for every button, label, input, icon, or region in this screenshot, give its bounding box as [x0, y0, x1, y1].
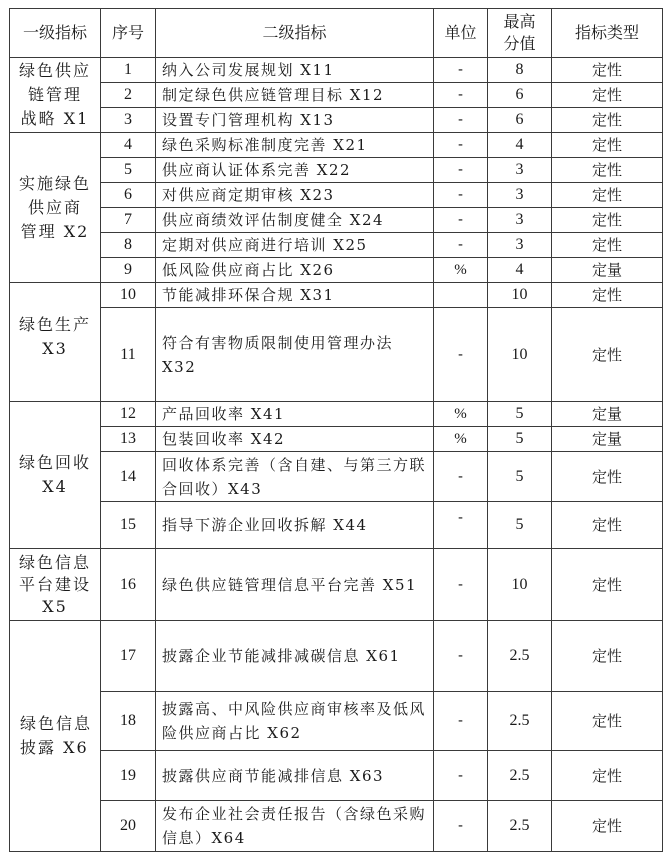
row-max: 5	[488, 402, 552, 427]
row-seq: 11	[101, 308, 156, 402]
row-type: 定性	[552, 58, 663, 83]
table-row	[10, 83, 663, 108]
row-type: 定性	[552, 183, 663, 208]
row-max: 3	[488, 208, 552, 233]
header-max-score	[488, 9, 552, 58]
row-max: 8	[488, 58, 552, 83]
row-indicator: 符合有害物质限制使用管理办法 X32	[156, 308, 434, 402]
row-seq: 10	[101, 283, 156, 308]
row-indicator: 包装回收率 X42	[156, 427, 434, 452]
row-unit: -	[434, 621, 488, 692]
header-level2: 二级指标	[156, 9, 434, 58]
row-indicator: 定期对供应商进行培训 X25	[156, 233, 434, 258]
row-indicator: 回收体系完善（含自建、与第三方联合回收）X43	[156, 452, 434, 502]
row-max: 2.5	[488, 801, 552, 852]
row-type: 定性	[552, 308, 663, 402]
row-indicator: 披露高、中风险供应商审核率及低风险供应商占比 X62	[156, 692, 434, 751]
row-unit: -	[434, 233, 488, 258]
row-indicator: 指导下游企业回收拆解 X44	[156, 502, 434, 549]
header-unit: 单位	[434, 9, 488, 58]
row-max: 10	[488, 283, 552, 308]
row-seq: 17	[101, 621, 156, 692]
row-unit: -	[434, 751, 488, 801]
group-x1-line3: 战略 X1	[20, 109, 90, 128]
table-row	[10, 621, 663, 692]
row-max: 10	[488, 308, 552, 402]
table-row	[10, 58, 663, 83]
row-max: 4	[488, 133, 552, 158]
row-indicator: 设置专门管理机构 X13	[156, 108, 434, 133]
row-type: 定量	[552, 427, 663, 452]
row-indicator: 对供应商定期审核 X23	[156, 183, 434, 208]
row-unit: -	[434, 108, 488, 133]
row-type: 定量	[552, 258, 663, 283]
group-x4-line1: 绿色回收	[18, 453, 91, 472]
row-unit: -	[434, 158, 488, 183]
group-x4	[10, 402, 101, 549]
group-x3-line2: X3	[42, 339, 68, 358]
group-x2-line2: 供应商	[27, 197, 82, 217]
table-row	[10, 801, 663, 852]
row-seq: 2	[101, 83, 156, 108]
header-max-score-line1: 最高	[503, 12, 536, 31]
header-max-score-line2: 分值	[503, 34, 536, 53]
row-type: 定性	[552, 692, 663, 751]
row-type: 定性	[552, 801, 663, 852]
row-unit: -	[434, 83, 488, 108]
header-type: 指标类型	[552, 9, 663, 58]
header-row	[10, 9, 663, 58]
row-seq: 18	[101, 692, 156, 751]
row-seq: 13	[101, 427, 156, 452]
group-x3	[10, 283, 101, 402]
row-max: 5	[488, 452, 552, 502]
row-seq: 12	[101, 402, 156, 427]
row-indicator: 纳入公司发展规划 X11	[156, 58, 434, 83]
row-seq: 6	[101, 183, 156, 208]
row-unit: %	[434, 402, 488, 427]
row-seq: 16	[101, 549, 156, 621]
table-row	[10, 133, 663, 158]
row-indicator: 发布企业社会责任报告（含绿色采购信息）X64	[156, 801, 434, 852]
row-indicator: 绿色供应链管理信息平台完善 X51	[156, 549, 434, 621]
row-seq: 14	[101, 452, 156, 502]
table-row	[10, 283, 663, 308]
group-x3-line1: 绿色生产	[18, 315, 91, 334]
row-unit: -	[434, 308, 488, 402]
row-max: 3	[488, 158, 552, 183]
table-row	[10, 427, 663, 452]
group-x2-line1: 实施绿色	[18, 173, 91, 193]
table-row	[10, 233, 663, 258]
row-type: 定性	[552, 208, 663, 233]
row-unit: -	[434, 208, 488, 233]
header-level1: 一级指标	[10, 9, 101, 58]
indicator-table	[9, 8, 663, 852]
row-type: 定性	[552, 158, 663, 183]
table-row	[10, 158, 663, 183]
row-type: 定性	[552, 549, 663, 621]
table-row	[10, 549, 663, 621]
row-unit: -	[434, 549, 488, 621]
row-seq: 9	[101, 258, 156, 283]
row-seq: 7	[101, 208, 156, 233]
row-indicator: 产品回收率 X41	[156, 402, 434, 427]
table-row	[10, 452, 663, 502]
row-type: 定性	[552, 233, 663, 258]
row-unit: -	[434, 801, 488, 852]
group-x2	[10, 133, 101, 283]
row-seq: 4	[101, 133, 156, 158]
row-type: 定性	[552, 502, 663, 549]
row-seq: 15	[101, 502, 156, 549]
row-type: 定性	[552, 108, 663, 133]
group-x5	[10, 549, 101, 621]
row-type: 定性	[552, 283, 663, 308]
row-unit: -	[434, 692, 488, 751]
row-seq: 3	[101, 108, 156, 133]
table-row	[10, 108, 663, 133]
row-type: 定性	[552, 751, 663, 801]
group-x2-line3: 管理 X2	[20, 221, 90, 241]
row-indicator: 制定绿色供应链管理目标 X12	[156, 83, 434, 108]
row-indicator: 绿色采购标准制度完善 X21	[156, 133, 434, 158]
group-x1	[10, 58, 101, 133]
table-row	[10, 208, 663, 233]
row-max: 2.5	[488, 751, 552, 801]
group-x1-line2: 链管理	[27, 85, 82, 104]
row-max: 2.5	[488, 692, 552, 751]
row-seq: 19	[101, 751, 156, 801]
row-indicator: 披露企业节能减排减碳信息 X61	[156, 621, 434, 692]
row-max: 5	[488, 427, 552, 452]
row-seq: 5	[101, 158, 156, 183]
row-unit: %	[434, 258, 488, 283]
row-max: 4	[488, 258, 552, 283]
row-indicator: 披露供应商节能减排信息 X63	[156, 751, 434, 801]
row-unit: -	[434, 502, 488, 549]
row-indicator: 供应商认证体系完善 X22	[156, 158, 434, 183]
row-max: 6	[488, 83, 552, 108]
row-type: 定性	[552, 621, 663, 692]
row-unit: -	[434, 183, 488, 208]
row-unit: %	[434, 427, 488, 452]
row-seq: 20	[101, 801, 156, 852]
row-type: 定性	[552, 452, 663, 502]
row-seq: 8	[101, 233, 156, 258]
row-max: 3	[488, 233, 552, 258]
row-type: 定性	[552, 83, 663, 108]
row-max: 2.5	[488, 621, 552, 692]
row-unit: -	[434, 58, 488, 83]
row-max: 5	[488, 502, 552, 549]
table-row	[10, 308, 663, 402]
table-row	[10, 402, 663, 427]
table-row	[10, 183, 663, 208]
group-x6-line1: 绿色信息	[20, 714, 93, 733]
table-row	[10, 258, 663, 283]
row-indicator: 节能减排环保合规 X31	[156, 283, 434, 308]
table-row	[10, 751, 663, 801]
row-unit: -	[434, 133, 488, 158]
table-row	[10, 502, 663, 549]
row-unit	[434, 283, 488, 308]
table-row	[10, 692, 663, 751]
row-type: 定性	[552, 133, 663, 158]
group-x1-line1: 绿色供应	[18, 61, 91, 80]
header-seq: 序号	[101, 9, 156, 58]
row-unit: -	[434, 452, 488, 502]
row-indicator: 供应商绩效评估制度健全 X24	[156, 208, 434, 233]
row-seq: 1	[101, 58, 156, 83]
group-x5-line3: X5	[42, 596, 68, 616]
group-x4-line2: X4	[42, 477, 68, 496]
row-max: 6	[488, 108, 552, 133]
group-x5-line1: 绿色信息	[18, 552, 91, 572]
group-x5-line2: 平台建设	[18, 574, 91, 594]
row-max: 3	[488, 183, 552, 208]
row-max: 10	[488, 549, 552, 621]
group-x6	[10, 621, 101, 852]
row-indicator: 低风险供应商占比 X26	[156, 258, 434, 283]
group-x6-line2: 披露 X6	[20, 738, 89, 757]
row-type: 定量	[552, 402, 663, 427]
